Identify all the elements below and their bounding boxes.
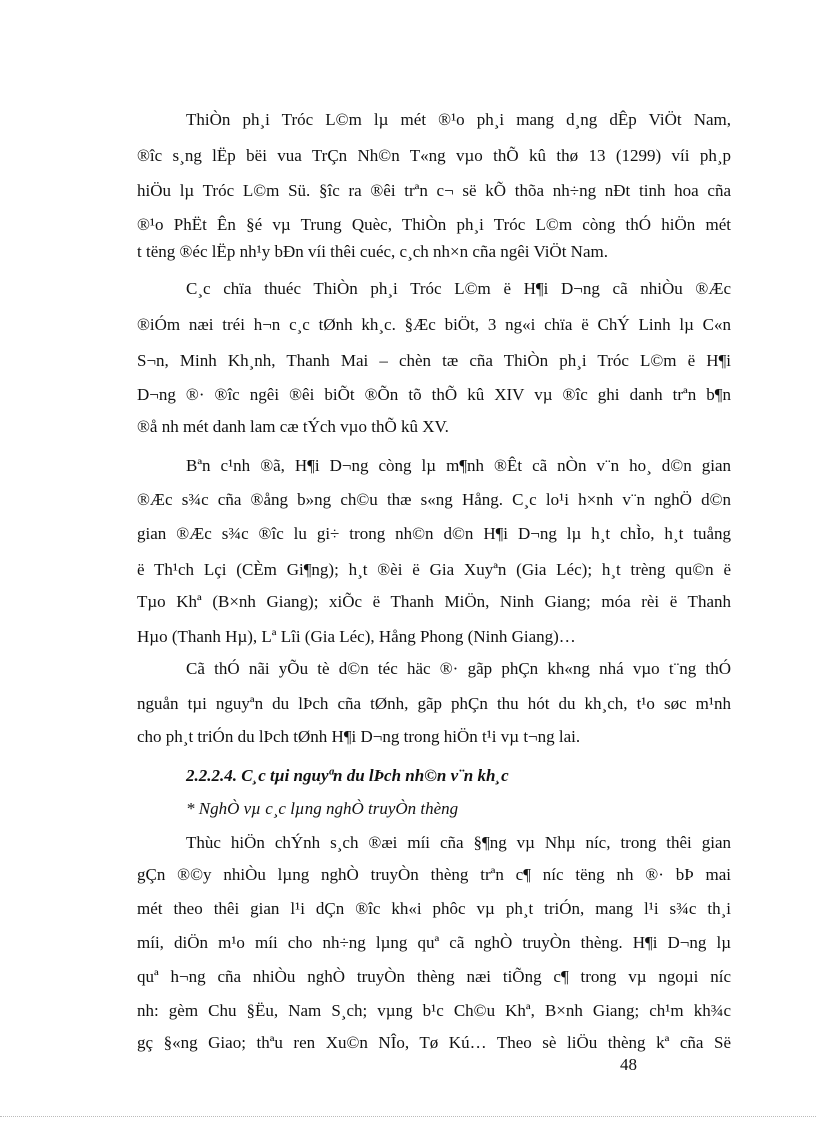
text-line: Cã thÓ nãi yÕu tè d©n téc häc ®· gãp phÇn kh«ng nhá vµo t¨ng thÓ — [186, 659, 731, 678]
footer-divider — [0, 1116, 816, 1117]
text-line: S¬n, Minh Kh¸nh, Thanh Mai – chèn tæ cña ThiÒn ph¸i Tróc L©m ë H¶i — [137, 351, 731, 370]
text-line: t tëng ®éc lËp nh¹y bÐn víi thêi cuéc, c¸ch nh×n cña ngêi ViÖt Nam. — [137, 242, 608, 261]
page-number: 48 — [620, 1055, 637, 1074]
text-line: ThiÒn ph¸i Tróc L©m lµ mét ®¹o ph¸i mang d¸ng dÊp ViÖt Nam, — [186, 110, 731, 129]
text-line: ë Th¹ch Lçi (CÈm Gi¶ng); h¸t ®èi ë Gia Xuyªn (Gia Léc); h¸t trèng qu©n ë — [137, 560, 731, 579]
text-line: gç §«ng Giao; thªu ren Xu©n NÎo, Tø Kú… Theo sè liÖu thèng kª cña Së — [137, 1033, 731, 1052]
text-line: Thùc hiÖn chÝnh s¸ch ®æi míi cña §¶ng vµ Nhµ níc, trong thêi gian — [186, 833, 731, 852]
text-line: ®¹o PhËt Ên §é vµ Trung Quèc, ThiÒn ph¸i Tróc L©m còng thÓ hiÖn mét — [137, 215, 731, 234]
text-line: cho ph¸t triÓn du lÞch tØnh H¶i D¬ng trong hiÖn t¹i vµ t¬ng lai. — [137, 727, 581, 746]
section-heading: 2.2.2.4. C¸c tµi nguyªn du lÞch nh©n v¨n kh¸c — [186, 766, 509, 785]
text-line: míi, diÖn m¹o míi cho nh÷ng lµng quª cã nghÒ truyÒn thèng. H¶i D¬ng lµ — [137, 933, 731, 952]
text-line: quª h¬ng cña nhiÒu nghÒ truyÒn thèng næi tiÕng c¶ trong vµ ngoµi níc — [137, 967, 731, 986]
text-line: gian ®Æc s¾c ®îc lu gi÷ trong nh©n d©n H¶i D¬ng lµ h¸t chÌo, h¸t tuång — [137, 524, 731, 543]
text-line: ®îc s¸ng lËp bëi vua TrÇn Nh©n T«ng vµo thÕ kû thø 13 (1299) víi ph¸p — [137, 146, 731, 165]
text-line: ®å nh mét danh lam cæ tÝch vµo thÕ kû XV. — [137, 417, 449, 436]
text-line: hiÖu lµ Tróc L©m Sü. §îc ra ®êi trªn c¬ së kÕ thõa nh÷ng nÐt tinh hoa cña — [137, 181, 731, 200]
text-line: mét theo thêi gian l¹i dÇn ®îc kh«i phôc vµ ph¸t triÓn, mang l¹i s¾c th¸i — [137, 899, 731, 918]
sub-heading: * NghÒ vµ c¸c lµng nghÒ truyÒn thèng — [186, 799, 459, 818]
text-line: Tµo Khª (B×nh Giang); xiÕc ë Thanh MiÖn, Ninh Giang; móa rèi ë Thanh — [137, 592, 731, 611]
text-line: Bªn c¹nh ®ã, H¶i D¬ng còng lµ m¶nh ®Êt cã nÒn v¨n ho¸ d©n gian — [186, 456, 731, 475]
text-line: C¸c chïa thuéc ThiÒn ph¸i Tróc L©m ë H¶i D¬ng cã nhiÒu ®Æc — [186, 279, 731, 298]
text-line: nguån tµi nguyªn du lÞch cña tØnh, gãp phÇn thu hót du kh¸ch, t¹o søc m¹nh — [137, 694, 731, 713]
text-line: D¬ng ®· ®îc ngêi ®êi biÕt ®Õn tõ thÕ kû XIV vµ ®îc ghi danh trªn b¶n — [137, 385, 731, 404]
text-line: gÇn ®©y nhiÒu lµng nghÒ truyÒn thèng trªn c¶ níc tëng nh ®· bÞ mai — [137, 865, 731, 884]
text-line: ®iÓm næi tréi h¬n c¸c tØnh kh¸c. §Æc biÖt, 3 ng«i chïa ë ChÝ Linh lµ C«n — [137, 315, 731, 334]
text-line: nh: gèm Chu §Ëu, Nam S¸ch; vµng b¹c Ch©u Khª, B×nh Giang; ch¹m kh¾c — [137, 1001, 731, 1020]
text-line: ®Æc s¾c cña ®ång b»ng ch©u thæ s«ng Hång. C¸c lo¹i h×nh v¨n nghÖ d©n — [137, 490, 731, 509]
text-line: Hµo (Thanh Hµ), Lª Lîi (Gia Léc), Hång Phong (Ninh Giang)… — [137, 627, 576, 646]
